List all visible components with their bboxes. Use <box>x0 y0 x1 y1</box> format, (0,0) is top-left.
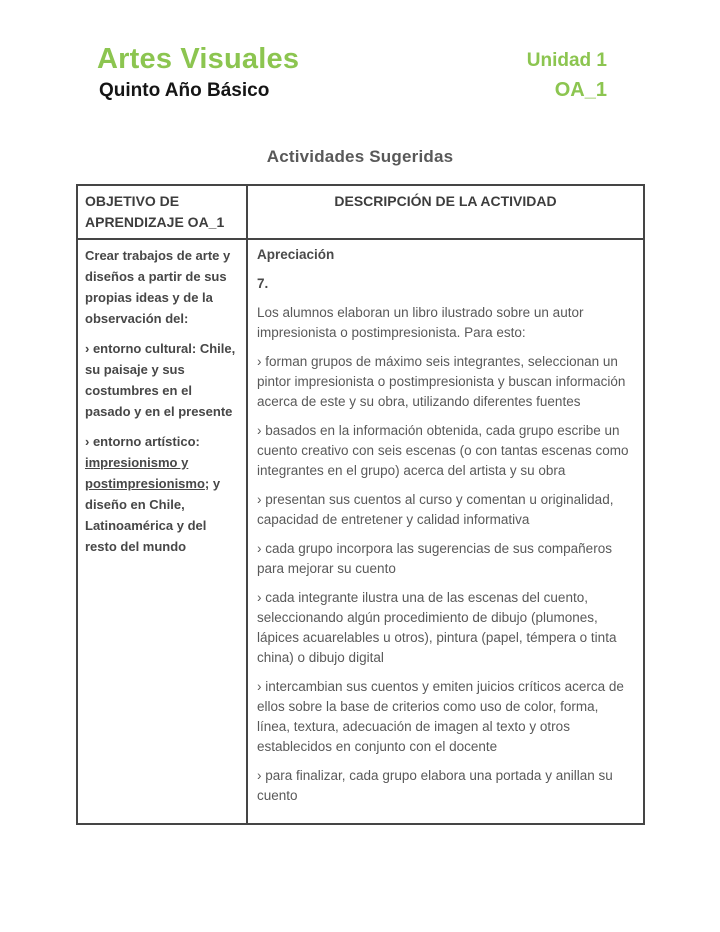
activity-step: › basados en la información obtenida, cada grupo escribe un cuento creativo con seis escenas (o con tantas escenas como integrantes en el grupo) acerca del artista y su obra <box>257 423 629 479</box>
objective-bullet-artistic-suffix: ; y diseño en Chile, Latinoamérica y del resto del mundo <box>85 476 221 555</box>
activity-step: › cada integrante ilustra una de las escenas del cuento, seleccionando algún procedimiento de dibujo (plumones, lápices acuarelables u otros), pintura (papel, témpera o tinta china) o dibujo digital <box>257 590 617 666</box>
activity-step: › intercambian sus cuentos y emiten juicios críticos acerca de ellos sobre la base de criterios como uso de color, forma, línea, textura, adecuación de imagen al texto y otros establecidos en conjunto con el docente <box>257 679 624 755</box>
unit-label: Unidad 1 <box>526 50 607 71</box>
activity-step: › para finalizar, cada grupo elabora una portada y anillan su cuento <box>257 768 613 804</box>
impresionismo-postimpresionismo-link[interactable]: impresionismo y postimpresionismo <box>85 455 205 492</box>
activity-step: › presentan sus cuentos al curso y comentan u originalidad, capacidad de entretener y calidad informativa <box>257 492 614 528</box>
activity-intro: Los alumnos elaboran un libro ilustrado sobre un autor impresionista o postimpresionista. Para esto: <box>257 305 584 341</box>
activity-number: 7. <box>257 276 269 292</box>
grade-subtitle: Quinto Año Básico <box>99 80 270 102</box>
objective-bullet-artistic <box>85 431 240 557</box>
activity-table <box>76 184 645 825</box>
header-right-block <box>527 44 607 102</box>
table-content-row <box>77 239 644 824</box>
objective-intro: Crear trabajos de arte y diseños a partir de sus propias ideas y de la observación del: <box>85 248 231 327</box>
table-header-row <box>77 185 644 239</box>
objective-cell <box>77 239 247 824</box>
course-title: Artes Visuales <box>97 43 300 75</box>
activity-description-cell <box>247 239 644 824</box>
objective-bullet-cultural: › entorno cultural: Chile, su paisaje y sus costumbres en el pasado y en el presente <box>85 341 236 420</box>
section-title: Actividades Sugeridas <box>266 147 454 167</box>
document-header <box>0 0 720 102</box>
activity-step: › forman grupos de máximo seis integrantes, seleccionan un pintor impresionista o postimpresionista y buscan información acerca de este y su obra, utilizando diferentes fuentes <box>257 354 626 410</box>
activity-step: › cada grupo incorpora las sugerencias de sus compañeros para mejorar su cuento <box>257 541 612 577</box>
header-left-block <box>97 44 299 102</box>
objective-column-header: OBJETIVO DE APRENDIZAJE OA_1 <box>77 185 247 239</box>
oa-code-label: OA_1 <box>554 78 607 101</box>
description-column-header: DESCRIPCIÓN DE LA ACTIVIDAD <box>247 185 644 239</box>
activity-category: Apreciación <box>257 247 335 263</box>
objective-bullet-artistic-prefix: › entorno artístico: <box>85 434 200 450</box>
